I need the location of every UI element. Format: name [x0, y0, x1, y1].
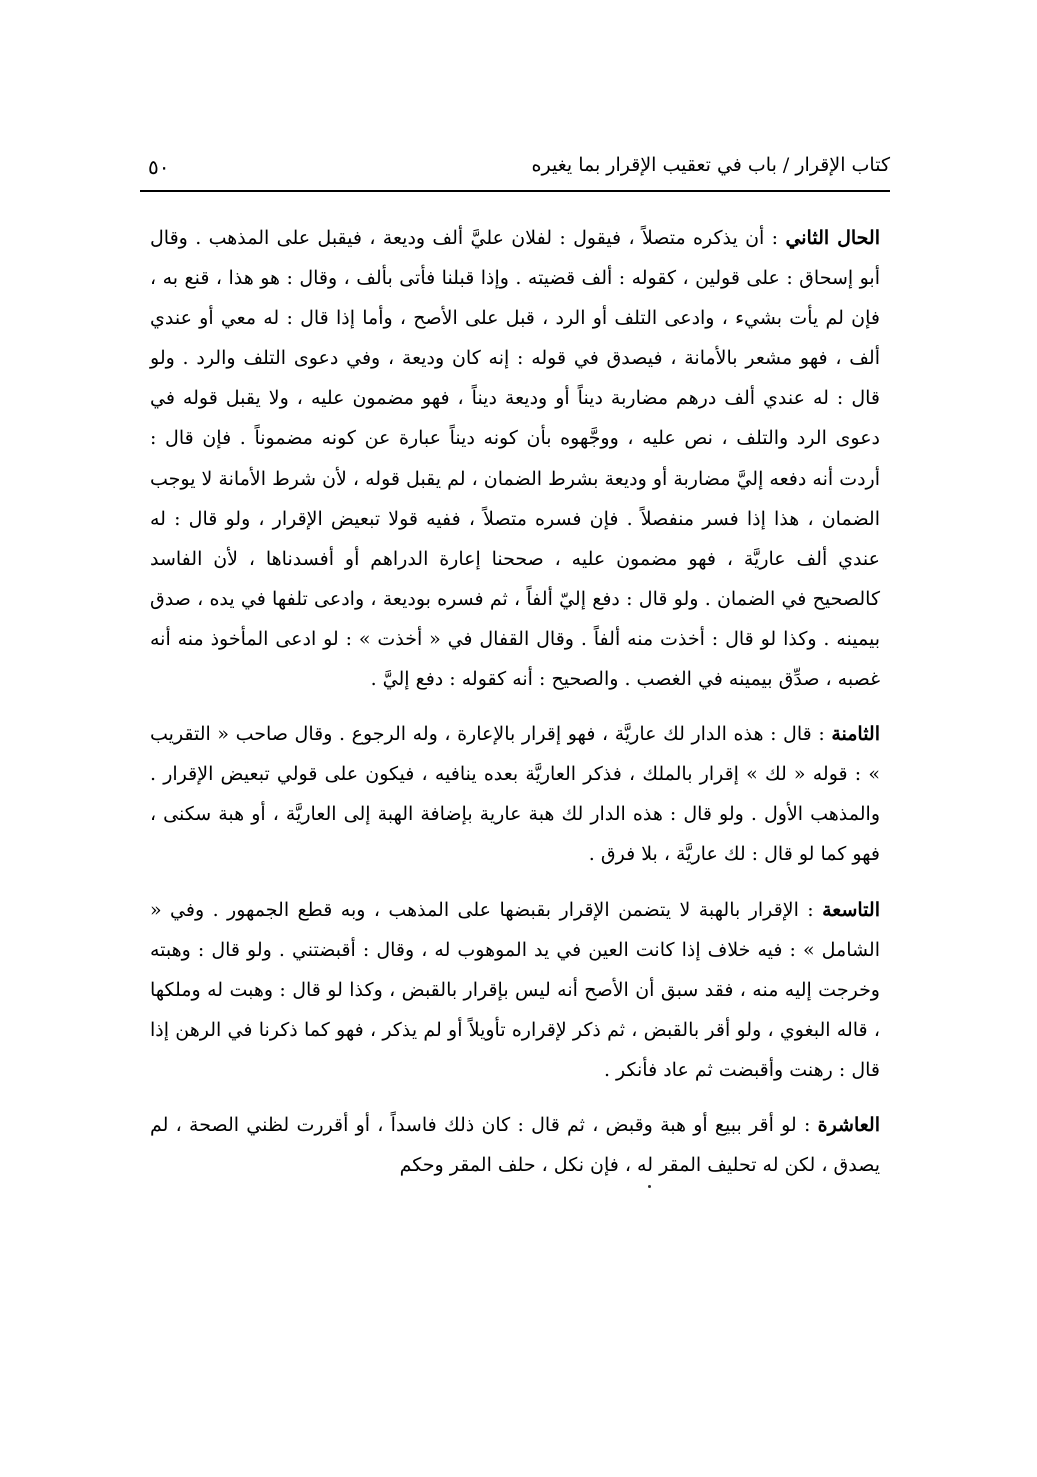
paragraph-text: : أن يذكره متصلاً ، فيقول : لفلان عليَّ ألف وديعة ، فيقبل على المذهب . وقال أبو إسحاق : على قولين ، كقوله : ألف قضيته . وإذا قبلنا فأتى بألف ، وقال : هو هذا ، قنع به ، فإن لم يأت بشيء ، وادعى التلف أو الرد ، قبل على الأصح ، وأما إذا قال : له معي أو عندي ألف ، فهو مشعر بالأمانة ، فيصدق في قوله : إنه كان وديعة ، وفي دعوى التلف والرد . ولو قال : له عندي ألف درهم مضاربة ديناً أو وديعة ديناً ، فهو مضمون عليه ، ولا يقبل قوله في دعوى الرد والتلف ، نص عليه ، ووجَّهوه بأن كونه ديناً عبارة عن كونه مضموناً . فإن قال : أردت أنه دفعه إليَّ مضاربة أو وديعة بشرط الضمان ، لم يقبل قوله ، لأن شرط الأمانة لا يوجب الضمان ، هذا إذا فسر منفصلاً . فإن فسره متصلاً ، ففيه قولا تبعيض الإقرار ، ولو قال : له عندي ألف عاريَّة ، فهو مضمون عليه ، صححنا إعارة الدراهم أو أفسدناها ، لأن الفاسد كالصحيح في الضمان . ولو قال : دفع إليّ ألفاً ، ثم فسره بوديعة ، وادعى تلفها في يده ، صدق بيمينه . وكذا لو قال : أخذت منه ألفاً . وقال القفال في « أخذت » : لو ادعى المأخوذ منه أنه غصبه ، صدِّق بيمينه في الغصب . والصحيح : أنه كقوله : دفع إليَّ .	[150, 227, 880, 691]
paragraph-second-case	[150, 218, 880, 699]
paragraph-lead: الحال الثاني	[785, 227, 880, 249]
running-header	[140, 150, 890, 186]
paragraph-text: : قال : هذه الدار لك عاريَّة ، فهو إقرار بالإعارة ، وله الرجوع . وقال صاحب « التقريب » : قوله « لك » إقرار بالملك ، فذكر العاريَّة بعده ينافيه ، فيكون على قولي تبعيض الإقرار . والمذهب الأول . ولو قال : هذه الدار لك هبة عارية بإضافة الهبة إلى العاريَّة ، أو هبة سكنى ، فهو كما لو قال : لك عاريَّة ، بلا فرق .	[150, 723, 880, 866]
header-title: كتاب الإقرار / باب في تعقيب الإقرار بما يغيره	[531, 154, 890, 176]
header-divider	[140, 190, 890, 192]
paragraph-ninth	[150, 890, 880, 1090]
paragraph-text: : لو أقر ببيع أو هبة وقبض ، ثم قال : كان ذلك فاسداً ، أو أقررت لظني الصحة ، لم يصدق ، لكن له تحليف المقر له ، فإن نكل ، حلف المقر وحكم	[150, 1113, 880, 1177]
paragraph-lead: الثامنة	[831, 723, 880, 746]
paragraph-text: : الإقرار بالهبة لا يتضمن الإقرار بقبضها على المذهب ، وبه قطع الجمهور . وفي « الشامل » : فيه خلاف إذا كانت العين في يد الموهوب له ، وقال : أقبضتني . ولو قال : وهبته وخرجت إليه منه ، فقد سبق أن الأصح أنه ليس بإقرار بالقبض ، وكذا لو قال : وهبت له وملكها ، قاله البغوي ، ولو أقر بالقبض ، ثم ذكر لإقراره تأويلاً أو لم يذكر ، فهو كما ذكرنا في الرهن إذا قال : رهنت وأقبضت ثم عاد فأنكر .	[150, 898, 880, 1081]
paragraph-lead: التاسعة	[822, 898, 880, 921]
paragraph-lead: العاشرة	[817, 1113, 880, 1136]
paragraph-eighth	[150, 714, 880, 874]
page-body	[150, 218, 880, 1200]
print-speck	[648, 1185, 651, 1188]
page-number: ٥٠	[148, 155, 170, 179]
paragraph-tenth	[150, 1105, 880, 1185]
